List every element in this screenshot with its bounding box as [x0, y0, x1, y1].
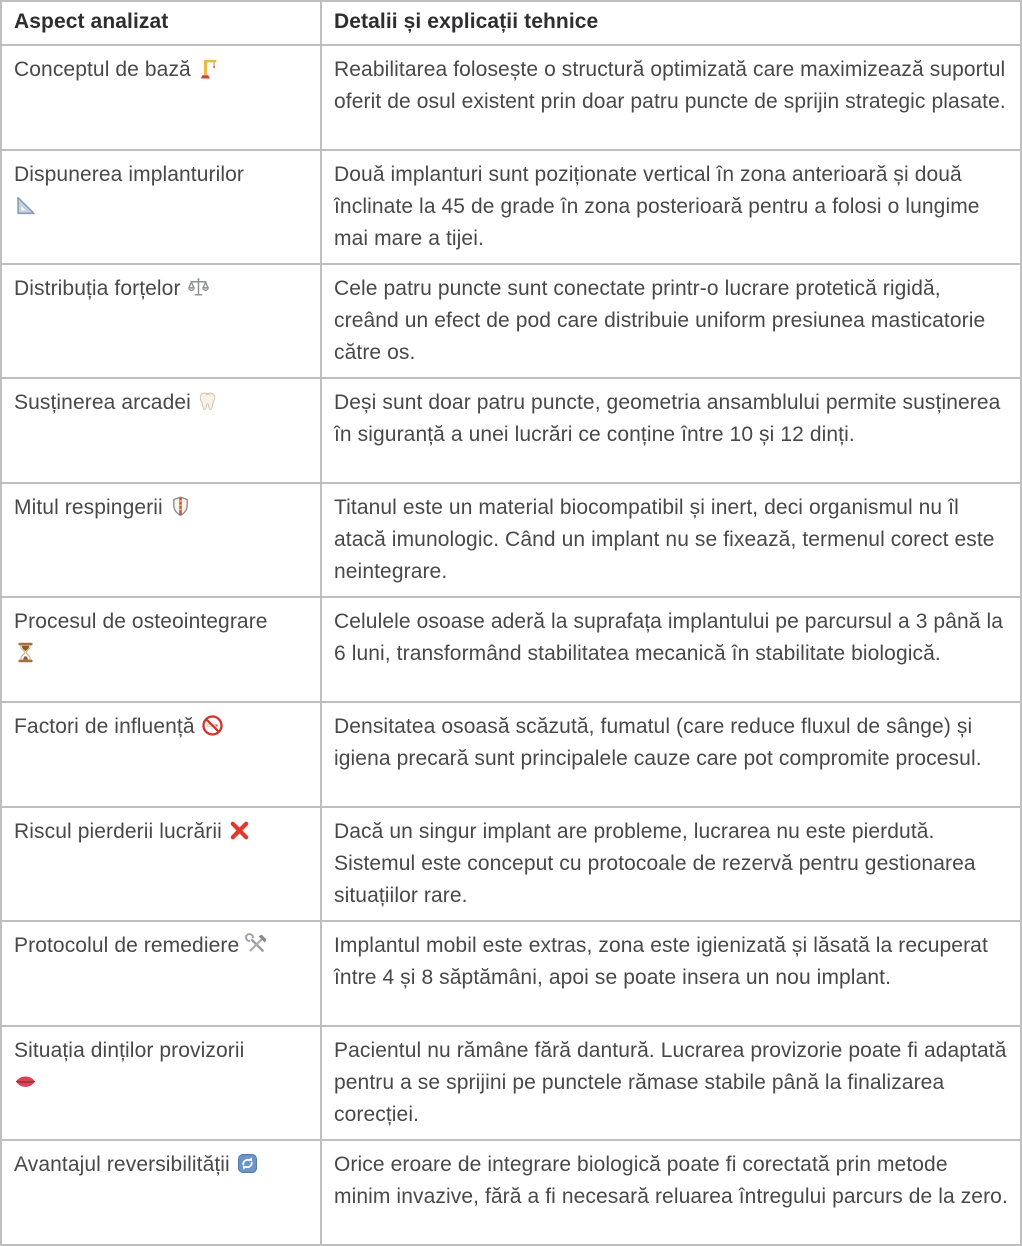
detail-cell: [321, 264, 1021, 378]
table-row: [1, 483, 1021, 597]
aspect-cell: [1, 597, 321, 702]
column-header-aspect: Aspect analizat: [1, 1, 321, 45]
detail-text: Titanul este un material biocompatibil și inert, deci organismul nu îl atacă imunologic. Când un implant nu se fixează, termenul corect este neintegrare.: [334, 496, 995, 583]
detail-cell: [321, 378, 1021, 483]
detail-text: Deși sunt doar patru puncte, geometria ansamblului permite susținerea în siguranță a unei lucrări ce conține între 10 și 12 dinți.: [334, 391, 1001, 446]
aspect-cell: [1, 1140, 321, 1245]
detail-text: Orice eroare de integrare biologică poate fi corectată prin metode minim invazive, fără a fi necesară reluarea întregului parcurs de la zero.: [334, 1153, 1008, 1208]
hourglass-icon: [14, 641, 37, 664]
shield-icon: [169, 495, 192, 518]
aspect-cell: [1, 807, 321, 921]
aspect-cell: [1, 921, 321, 1026]
column-header-details: Detalii și explicații tehnice: [321, 1, 1021, 45]
table-row: [1, 807, 1021, 921]
table-row: [1, 45, 1021, 150]
detail-text: Pacientul nu rămâne fără dantură. Lucrarea provizorie poate fi adaptată pentru a se sprijini pe punctele rămase stabile până la finalizarea corecției.: [334, 1039, 1007, 1126]
cross-mark-icon: [228, 819, 251, 842]
detail-cell: [321, 45, 1021, 150]
aspect-label: Distribuția forțelor: [14, 277, 181, 300]
aspect-label: Dispunerea implanturilor: [14, 163, 245, 186]
detail-cell: [321, 597, 1021, 702]
lips-icon: [14, 1070, 37, 1093]
aspect-cell: [1, 264, 321, 378]
detail-cell: [321, 150, 1021, 264]
detail-text: Reabilitarea folosește o structură optimizată care maximizează suportul oferit de osul existent prin doar patru puncte de sprijin strategic plasate.: [334, 58, 1006, 113]
triangular-ruler-icon: [14, 194, 37, 217]
aspect-label: Situația dinților provizorii: [14, 1039, 245, 1062]
aspect-label: Protocolul de remediere: [14, 934, 240, 957]
table-row: [1, 1140, 1021, 1245]
detail-cell: [321, 807, 1021, 921]
aspect-cell: [1, 483, 321, 597]
counterclockwise-arrows-icon: [236, 1152, 259, 1175]
table-row: [1, 378, 1021, 483]
table-row: [1, 264, 1021, 378]
detail-text: Densitatea osoasă scăzută, fumatul (care reduce fluxul de sânge) și igiena precară sunt principalele cauze care pot compromite procesul.: [334, 715, 982, 770]
detail-text: Celulele osoase aderă la suprafața implantului pe parcursul a 3 până la 6 luni, transformând stabilitatea mecanică în stabilitate biologică.: [334, 610, 1004, 665]
hammer-wrench-icon: [245, 933, 268, 956]
detail-text: Implantul mobil este extras, zona este igienizată și lăsată la recuperat între 4 și 8 săptămâni, apoi se poate insera un nou implant.: [334, 934, 988, 989]
aspect-cell: [1, 45, 321, 150]
aspect-cell: [1, 1026, 321, 1140]
table-row: [1, 1026, 1021, 1140]
building-crane-icon: [197, 57, 220, 80]
aspect-label: Avantajul reversibilității: [14, 1153, 230, 1176]
detail-text: Cele patru puncte sunt conectate printr-o lucrare protetică rigidă, creând un efect de pod care distribuie uniform presiunea masticatorie către os.: [334, 277, 986, 364]
detail-cell: [321, 1140, 1021, 1245]
tooth-icon: [197, 390, 220, 413]
table-row: [1, 702, 1021, 807]
detail-text: Două implanturi sunt poziționate vertical în zona anterioară și două înclinate la 45 de grade în zona posterioară pentru a folosi o lungime mai mare a tijei.: [334, 163, 980, 250]
detail-cell: [321, 1026, 1021, 1140]
aspect-label: Riscul pierderii lucrării: [14, 820, 222, 843]
header-row: [1, 1, 1021, 45]
detail-cell: [321, 483, 1021, 597]
table-row: [1, 597, 1021, 702]
no-smoking-icon: [201, 714, 224, 737]
detail-text: Dacă un singur implant are probleme, lucrarea nu este pierdută. Sistemul este conceput cu protocoale de rezervă pentru gestionarea situațiilor rare.: [334, 820, 976, 907]
aspect-cell: [1, 378, 321, 483]
aspect-cell: [1, 702, 321, 807]
aspect-label: Procesul de osteointegrare: [14, 610, 268, 633]
aspect-label: Conceptul de bază: [14, 58, 191, 81]
aspect-label: Factori de influență: [14, 715, 195, 738]
aspect-cell: [1, 150, 321, 264]
balance-scale-icon: [187, 276, 210, 299]
table-row: [1, 150, 1021, 264]
aspect-label: Susținerea arcadei: [14, 391, 191, 414]
detail-cell: [321, 921, 1021, 1026]
detail-cell: [321, 702, 1021, 807]
table-row: [1, 921, 1021, 1026]
aspect-label: Mitul respingerii: [14, 496, 163, 519]
